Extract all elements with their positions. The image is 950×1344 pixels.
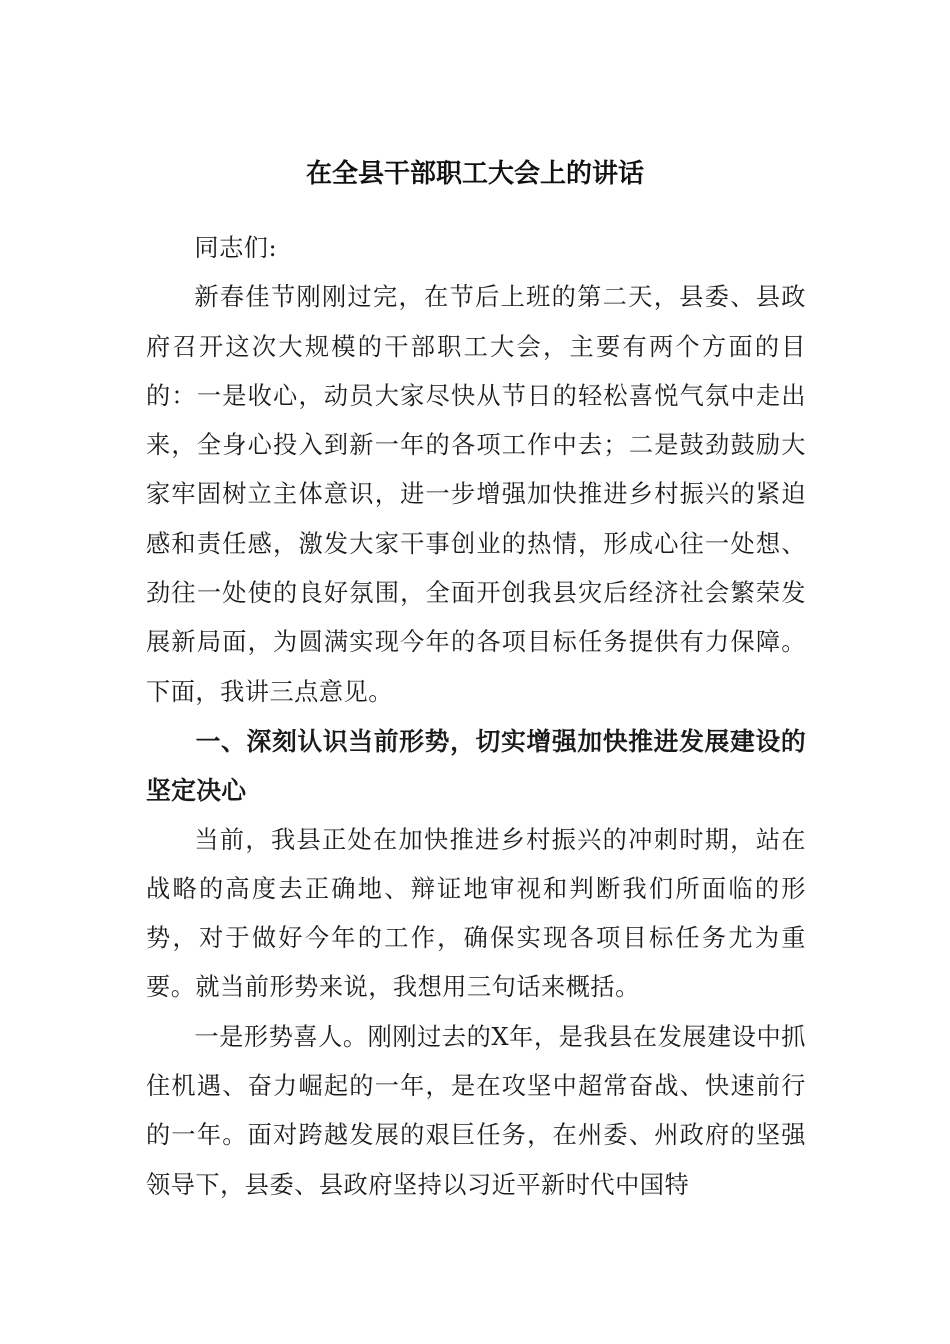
section-heading: 一、深刻认识当前形势，切实增强加快推进发展建设的坚定决心 bbox=[146, 726, 806, 806]
paragraph: 一是形势喜人。刚刚过去的X年，是我县在发展建设中抓住机遇、奋力崛起的一年，是在攻坚中超常奋战、快速前行的一年。面对跨越发展的艰巨任务，在州委、州政府的坚强领导下，县委、县政府坚持以习近平新时代中国特 bbox=[146, 1022, 806, 1199]
salutation: 同志们: bbox=[194, 234, 278, 262]
document-body bbox=[146, 224, 806, 1210]
paragraph: 新春佳节刚刚过完，在节后上班的第二天，县委、县政府召开这次大规模的干部职工大会，主要有两个方面的目的：一是收心，动员大家尽快从节日的轻松喜悦气氛中走出来，全身心投入到新一年的各项工作中去；二是鼓劲鼓励大家牢固树立主体意识，进一步增强加快推进乡村振兴的紧迫感和责任感，激发大家干事创业的热情，形成心往一处想、劲往一处使的良好氛围，全面开创我县灾后经济社会繁荣发展新局面，为圆满实现今年的各项目标任务提供有力保障。下面，我讲三点意见。 bbox=[146, 283, 806, 706]
document-title: 在全县干部职工大会上的讲话 bbox=[305, 159, 644, 189]
paragraph: 当前，我县正处在加快推进乡村振兴的冲刺时期，站在战略的高度去正确地、辩证地审视和判断我们所面临的形势，对于做好今年的工作，确保实现各项目标任务尤为重要。就当前形势来说，我想用三句话来概括。 bbox=[146, 825, 806, 1002]
